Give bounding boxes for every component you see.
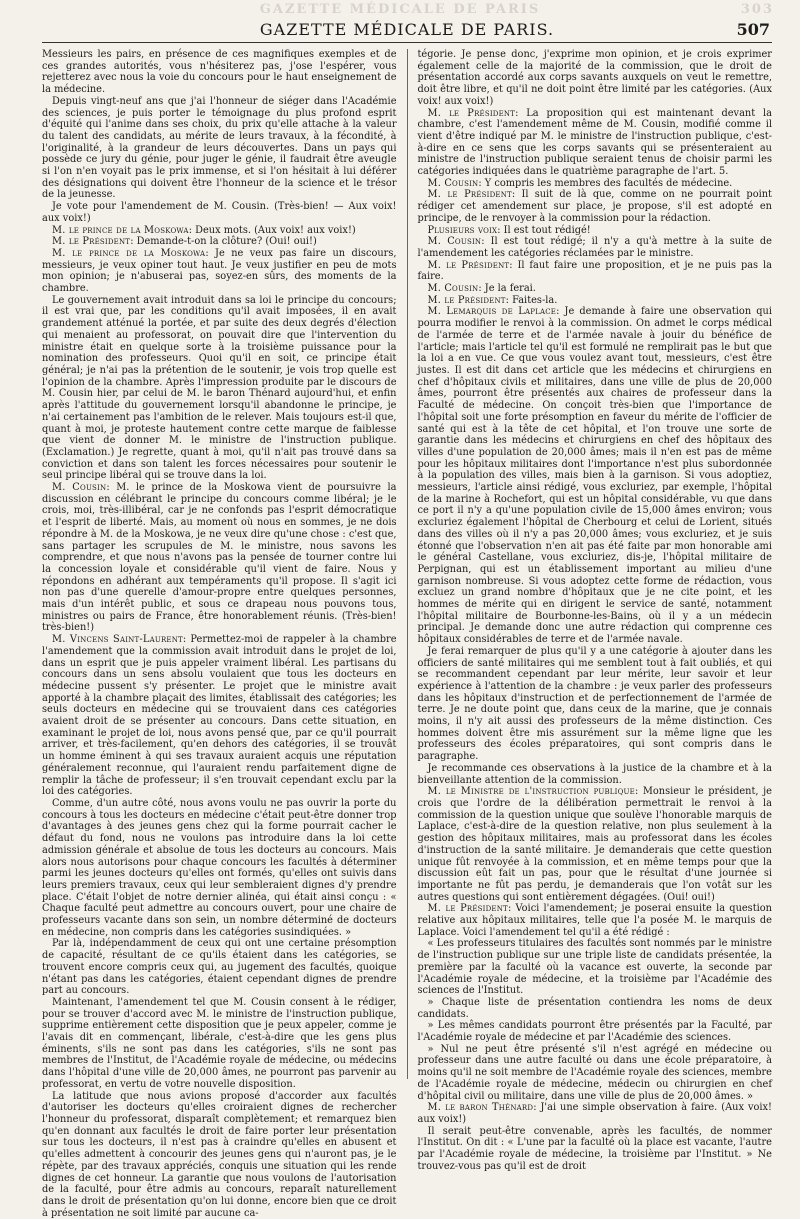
speaker-name: M. Cousin [427, 283, 479, 295]
column-divider [407, 49, 408, 1079]
speaker-paragraph [417, 786, 772, 903]
bleed-through-page-number: 303 [740, 2, 774, 17]
speaker-name: M. le prince de la Moskowa [52, 247, 206, 259]
paragraph-text: : J'ai une simple observation à faire. (Aux voix! aux voix!) [417, 1102, 772, 1125]
speaker-paragraph [417, 903, 772, 938]
speaker-paragraph [42, 225, 397, 237]
paragraph-text: : Il suit de là que, comme on ne pourrait point rédiger cet amendement sur place, je propose, s'il est adopté en principe, de le renvoyer à la commission pour la rédaction. [417, 189, 772, 224]
paragraph [417, 49, 772, 108]
paragraph-text: : Deux mots. (Aux voix! aux voix!) [188, 224, 356, 236]
paragraph [42, 997, 397, 1091]
speaker-name: M. le baron Thénard [427, 1102, 534, 1114]
paragraph [42, 798, 397, 938]
page-title: GAZETTE MÉDICALE DE PARIS. [259, 20, 555, 39]
paragraph-text: Maintenant, l'amendement tel que M. Cousin consent à le rédiger, pour se trouver d'accord avec M. le ministre de l'instruction publique, supprime entièrement cette disposition que je peux appeler, comme je l'avais dit en commençant, libérale, c'est-à-dire que les gens plus éminents, s'ils ne sont pas dans les catégories, s'ils ne sont pas membres de l'Institut, de l'Académie royale de médecine, ou médecins dans l'hôpital d'une ville de 20,000 âmes, ne pourront pas parvenir au professorat, en vertu de votre nouvelle disposition. [42, 996, 397, 1090]
paragraph-text: : Faites-la. [505, 294, 558, 306]
paragraph-text: Je ferai remarquer de plus qu'il y a une catégorie à ajouter dans les officiers de santé militaires qui me semblent tout à fait oubliés, et qui se recommandent cependant par leur mérite, leur savoir et leur expérience à l'attention de la chambre : je veux parler des professeurs dans les hôpitaux d'instruction et de perfectionnement de l'armée de terre. Je ne doute point que, dans ceux de la marine, que je connais moins, il n'y ait aussi des professeurs de la même distinction. Ces hommes doivent être mis assurément sur la même ligne que les professeurs des écoles préparatoires, qui sont compris dans le paragraphe. [417, 645, 772, 763]
speaker-name: M. le Président [427, 259, 510, 271]
paragraph-text: » Les mêmes candidats pourront être présentés par la Faculté, par l'Académie royale de médecine et par l'Académie des sciences. [417, 1020, 772, 1044]
right-column [417, 49, 772, 1172]
paragraph-text: : Il est tout rédigé! [497, 224, 591, 236]
paragraph-text: Le gouvernement avait introduit dans sa loi le principe du concours; il est vrai que, par les conditions qu'il avait imposées, il en avait grandement atténué la portée, et par suite des deux degrés d'élection qui menaient au professorat, on pouvait dire que l'intervention du ministre était en quelque sorte à la troisième puissance pour la nomination des professeurs. Quoi qu'il en soit, ce principe était général; je n'ai pas la prétention de le soutenir, je vois trop quelle est l'opinion de la chambre. Après l'impression produite par le discours de M. Cousin hier, par celui de M. le baron Thénard aujourd'hui, et enfin après l'attitude du gouvernement lorsqu'il abandonne le principe, je n'ai certainement pas l'ambition de le relever. Mais toujours est-il que, quant à moi, je proteste hautement contre cette marque de faiblesse que vient de donner M. le ministre de l'instruction publique. (Exclamation.) Je regrette, quant à moi, qu'il n'ait pas trouvé dans sa conviction et dans son talent les forces nécessaires pour soutenir le seul principe libéral qui se trouve dans la loi. [42, 294, 397, 482]
paragraph-text: » Chaque liste de présentation contiendra les noms de deux candidats. [417, 996, 772, 1020]
page-header [42, 20, 772, 43]
speaker-name: M. Lemarquis de Laplace [427, 306, 557, 318]
text-columns [42, 49, 772, 1219]
paragraph-text: : Voici l'amendement; je poserai ensuite la question relative aux hôpitaux militaires, telle que l'a posée M. le marquis de Laplace. Voici l'amendement tel qu'il a été rédigé : [417, 903, 772, 938]
paragraph-text: Je vote pour l'amendement de M. Cousin. (Très-bien! — Aux voix! aux voix!) [42, 201, 397, 224]
paragraph [42, 96, 397, 201]
paragraph [42, 938, 397, 997]
speaker-name: M. le Président [52, 236, 131, 248]
speaker-name: M. Vincens Saint-Laurent [52, 634, 183, 646]
paragraph [417, 646, 772, 763]
paragraph-text: : Je ne veux pas faire un discours, messieurs, je veux opiner tout haut. Je veux justifier en peu de mots mon opinion; je n'abuserai pas, soyez-en sûrs, des moments de la chambre. [42, 247, 397, 295]
paragraph [417, 997, 772, 1020]
speaker-name: M. le Président [427, 294, 506, 306]
speaker-paragraph [417, 236, 772, 259]
paragraph [417, 1126, 772, 1173]
paragraph-text: : Monsieur le président, je crois que l'ordre de la délibération permettrait le renvoi à la commission de la question unique que soulève l'honorable marquis de Laplace, c'est-à-dire de la question relative, non plus seulement à la gestion des hôpitaux militaires, mais au professorat dans les écoles d'instruction de la santé militaire. Je demanderais que cette question unique fût renvoyée à la commission, et en même temps pour que la discussion eût fait un pas, pour que le résultat d'une journée si importante ne fût pas perdu, je demanderais que l'on votât sur les autres questions qui sont entièrement dégagées. (Oui! oui!) [417, 786, 772, 903]
speaker-paragraph [42, 248, 397, 295]
speaker-name: M. Cousin [427, 177, 479, 189]
speaker-paragraph [417, 1102, 772, 1125]
paragraph-text: : M. le prince de la Moskowa vient de poursuivre la discussion en célébrant le principe du concours comme libéral; je le crois, moi, très-illibéral, car je ne confonds pas l'esprit démocratique et l'esprit de liberté. Mais, au moment où nous en sommes, je ne dois répondre à M. de la Moskowa, je ne veux dire qu'une chose : c'est que, sans partager les scrupules de M. le ministre, nous savons les comprendre, et que nous n'avons pas la pensée de tourner contre lui la concession loyale et considérable qu'il vient de faire. Nous y répondons en adhérant aux tempéraments qu'il propose. Il s'agit ici non pas d'une querelle d'amour-propre entre quelques personnes, mais d'un intérêt public, et sous ce drapeau nous pouvons tous, ministres ou pairs de France, être honorablement réunis. (Très-bien! très-bien!) [42, 482, 397, 634]
speaker-paragraph [417, 283, 772, 295]
paragraph [42, 295, 397, 482]
speaker-paragraph [417, 178, 772, 190]
paragraph-text: La latitude que nous avions proposé d'accorder aux facultés d'autoriser les docteurs qu'elles croiraient dignes de rechercher l'honneur du professorat, disparaît complètement; et remarquez bien qu'en donnant aux facultés le droit de faire porter leur présentation sur tous les docteurs, il n'est pas à craindre qu'elles en abusent et qu'elles admettent à concourir des jeunes gens qui n'auront pas, je le répète, par des travaux appréciés, conquis une situation qui les rende dignes de cet honneur. La garantie que nous voulons de l'autorisation de la faculté, pour être admis au concours, reparaît naturellement dans le droit de présentation qu'on lui donne, encore bien que ce droit à présentation ne soit limité par aucune ca- [42, 1090, 397, 1219]
paragraph-text: : Y compris les membres des facultés de médecine. [478, 177, 733, 189]
speaker-paragraph [417, 260, 772, 283]
paragraph-text: Par là, indépendamment de ceux qui ont une certaine présomption de capacité, résultant de ce qu'ils étaient dans les catégories, se trouvent encore compris ceux qui, au jugement des facultés, quoique n'étant pas dans les catégories, étaient cependant dignes de prendre part au concours. [42, 938, 397, 997]
paragraph-text: : Demande-t-on la clôture? (Oui! oui!) [130, 236, 317, 248]
paragraph-text: Je recommande ces observations à la justice de la chambre et à la bienveillante attention de la commission. [417, 762, 772, 786]
bleed-through-header [0, 2, 800, 17]
paragraph-text: : La proposition qui est maintenant devant la chambre, c'est l'amendement même de M. Cousin, modifié comme il vient d'être indiqué par M. le ministre de l'instruction publique, c'est-à-dire en ce sens que les corps savants qui se présenteraient au ministre de l'instruction publique seraient tenus de choisir parmi les catégories indiquées dans le quatrième paragraphe de l'art. 5. [417, 107, 772, 178]
speaker-paragraph [417, 295, 772, 307]
paragraph [417, 1020, 772, 1043]
paragraph-text: : Il faut faire une proposition, et je ne puis pas la faire. [417, 259, 772, 283]
speaker-name: M. le Président [427, 189, 512, 201]
speaker-name: M. le prince de la Moskowa [52, 224, 189, 236]
paragraph [417, 1044, 772, 1103]
speaker-name: Plusieurs voix [427, 224, 498, 236]
paragraph-text: Messieurs les pairs, en présence de ces magnifiques exemples et de ces grandes autorités, vous n'hésiterez pas, j'ose l'espérer, vous rejetterez avec nous la voie du concours pour le haut enseignement de la médecine. [42, 49, 397, 96]
paragraph-text: : Je la ferai. [478, 283, 536, 295]
paragraph-text: : Il est tout rédigé; il n'y a qu'à mettre à la suite de l'amendement les catégories réclamées par le ministre. [417, 236, 772, 259]
paragraph-text: » Nul ne peut être présenté s'il n'est agrégé en médecine ou professeur dans une autre faculté ou dans une école préparatoire, à moins qu'il ne soit membre de l'Académie royale des sciences, membre de l'Académie royale de médecine, médecin ou chirurgien en chef d'hôpital civil ou militaire, dans une ville de plus de 20,000 âmes. » [417, 1043, 772, 1102]
speaker-paragraph [42, 634, 397, 798]
paragraph-text: Comme, d'un autre côté, nous avons voulu ne pas ouvrir la porte du concours à tous les docteurs en médecine c'était peut-être donner trop d'avantages à des jeunes gens chez qui la forme pourrait cacher le défaut du fond, nous ne voulons pas introduire dans la loi cette admission générale et absolue de tous les docteurs au concours. Mais alors nous autorisons pour chaque concours les facultés à déterminer parmi les jeunes docteurs qu'elles ont formés, qu'elles ont suivis dans leurs premiers travaux, ceux qui leur sembleraient dignes d'y prendre place. C'était l'objet de notre dernier alinéa, qui était ainsi conçu : « Chaque faculté peut admettre au concours ouvert, pour une chaire de professeurs vacante dans son sein, un nombre déterminé de docteurs en médecine, non compris dans les catégories susindiquées. » [42, 798, 397, 938]
speaker-name: M. le Ministre de l'instruction publique [427, 786, 635, 798]
paragraph-text: Depuis vingt-neuf ans que j'ai l'honneur de siéger dans l'Académie des sciences, je puis porter le témoignage du plus profond esprit d'équité qui l'anime dans ses choix, du prix qu'elle attache à la valeur du talent des candidats, au mérite de leurs travaux, à la fécondité, à l'originalité, à la grandeur de leurs découvertes. Dans un pays qui possède ce jury du génie, pour juger le génie, il faudrait être aveugle si l'on n'en voyait pas le prix immense, et si l'on hésitait à lui déférer des désignations qui doivent être l'honneur de la science et le trésor de la jeunesse. [42, 95, 397, 201]
paragraph-text: : Permettez-moi de rappeler à la chambre l'amendement que la commission avait introduit dans le projet de loi, dans un esprit que je puis appeler vraiment libéral. Les partisans du concours dans un sens absolu voulaient que tous les docteurs en médecine pussent s'y présenter. Le projet que le ministre avait apporté à la chambre plaçait des limites, établissait des catégories; les seuls docteurs en médecine qui se trouvaient dans ces catégories avaient droit de se présenter au concours. Dans cette situation, en examinant le projet de loi, nous avons pensé que, par ce qu'il pourrait arriver, et très-facilement, qu'en dehors des catégories, il se trouvât un homme éminent à qui ses travaux auraient acquis une réputation généralement reconnue, qui l'auraient rendu parfaitement digne de remplir la tâche de professeur; il s'en trouvait cependant exclu par la loi des catégories. [42, 634, 397, 798]
speaker-paragraph [417, 189, 772, 224]
paragraph-text: tégorie. Je pense donc, j'exprime mon opinion, et je crois exprimer également celle de la majorité de la commission, que le droit de présentation accordé aux corps savants auxquels on veut le remettre, doit être libre, et qu'il ne doit point être limité par les catégories. (Aux voix! aux voix!) [417, 49, 772, 107]
paragraph [417, 938, 772, 997]
speaker-paragraph [42, 482, 397, 634]
page-number: 507 [736, 20, 770, 39]
speaker-name: M. Cousin [52, 482, 107, 494]
speaker-paragraph [42, 236, 397, 248]
left-column [42, 49, 397, 1219]
paragraph-text: Il serait peut-être convenable, après les facultés, de nommer l'Institut. On dit : « L'une par la faculté où la place est vacante, l'autre par l'Académie royale de médecine, la troisième par l'Institut. » Ne trouvez-vous pas qu'il est de droit [417, 1125, 772, 1172]
speaker-name: M. le Président [427, 903, 508, 915]
paragraph-text: « Les professeurs titulaires des facultés sont nommés par le ministre de l'instruction publique sur une triple liste de candidats présentée, la première par la faculté où la vacance est ouverte, la seconde par l'Académie royale de médecine, et la troisième par l'Académie des sciences de l'Institut. [417, 938, 772, 997]
bleed-through-title: GAZETTE MÉDICALE DE PARIS [259, 2, 541, 17]
speaker-paragraph [417, 306, 772, 645]
paragraph-text: : Je demande à faire une observation qui pourra modifier le renvoi à la commission. On admet le corps médical de l'armée de terre et de l'armée navale à jouir du bénéfice de l'article; mais l'article tel qu'il est formulé ne remplirait pas le but que la loi a en vue. Ce que vous voulez avant tout, messieurs, c'est être justes. Il est dit dans cet article que les médecins et chirurgiens en chef d'hôpitaux civils et militaires, dans une ville de plus de 20,000 âmes, pourront être présentés aux chaires de professeur dans la Faculté de médecine. On conçoit très-bien que l'importance de l'hôpital soit une forte présomption en faveur du mérite de l'officier de santé qui est à la tête de cet hôpital, et l'on trouve une sorte de garantie dans les médecins et chirurgiens en chef des hôpitaux des villes d'une population de 20,000 âmes; mais il n'en est pas de même pour les hôpitaux militaires dont l'importance n'est plus subordonnée à la population des villes, mais bien à la garnison. Si vous adoptiez, messieurs, l'article ainsi rédigé, vous excluriez, par exemple, l'hôpital de la marine à Rochefort, qui est un hôpital considérable, vu que dans ce port il n'y a qu'une population civile de 15,000 âmes environ; vous excluriez également l'hôpital de Cherbourg et celui de Lorient, situés dans des villes où il n'y a pas 20,000 âmes; vous excluriez, et je suis étonné que l'observation n'en ait pas été faite par mon honorable ami le général Castellane, vous excluriez, dis-je, l'hôpital militaire de Perpignan, qui est un établissement important au milieu d'une garnison nombreuse. Si vous adoptez cette forme de rédaction, vous excluez un grand nombre d'hôpitaux que je ne cite point, et les hommes de mérite qui en dirigent le service de santé, notamment l'hôpital militaire de Bourbonne-les-Bains, où il y a un médecin principal. Je demande donc une autre rédaction qui comprenne ces hôpitaux considérables de terre et de l'armée navale. [417, 306, 772, 646]
paragraph [42, 1091, 397, 1219]
speaker-name: M. Cousin [427, 236, 482, 248]
speaker-name: M. le Président [427, 107, 516, 119]
speaker-paragraph [417, 108, 772, 178]
speaker-paragraph [417, 225, 772, 237]
paragraph [42, 201, 397, 224]
paragraph [42, 49, 397, 96]
paragraph [417, 763, 772, 786]
